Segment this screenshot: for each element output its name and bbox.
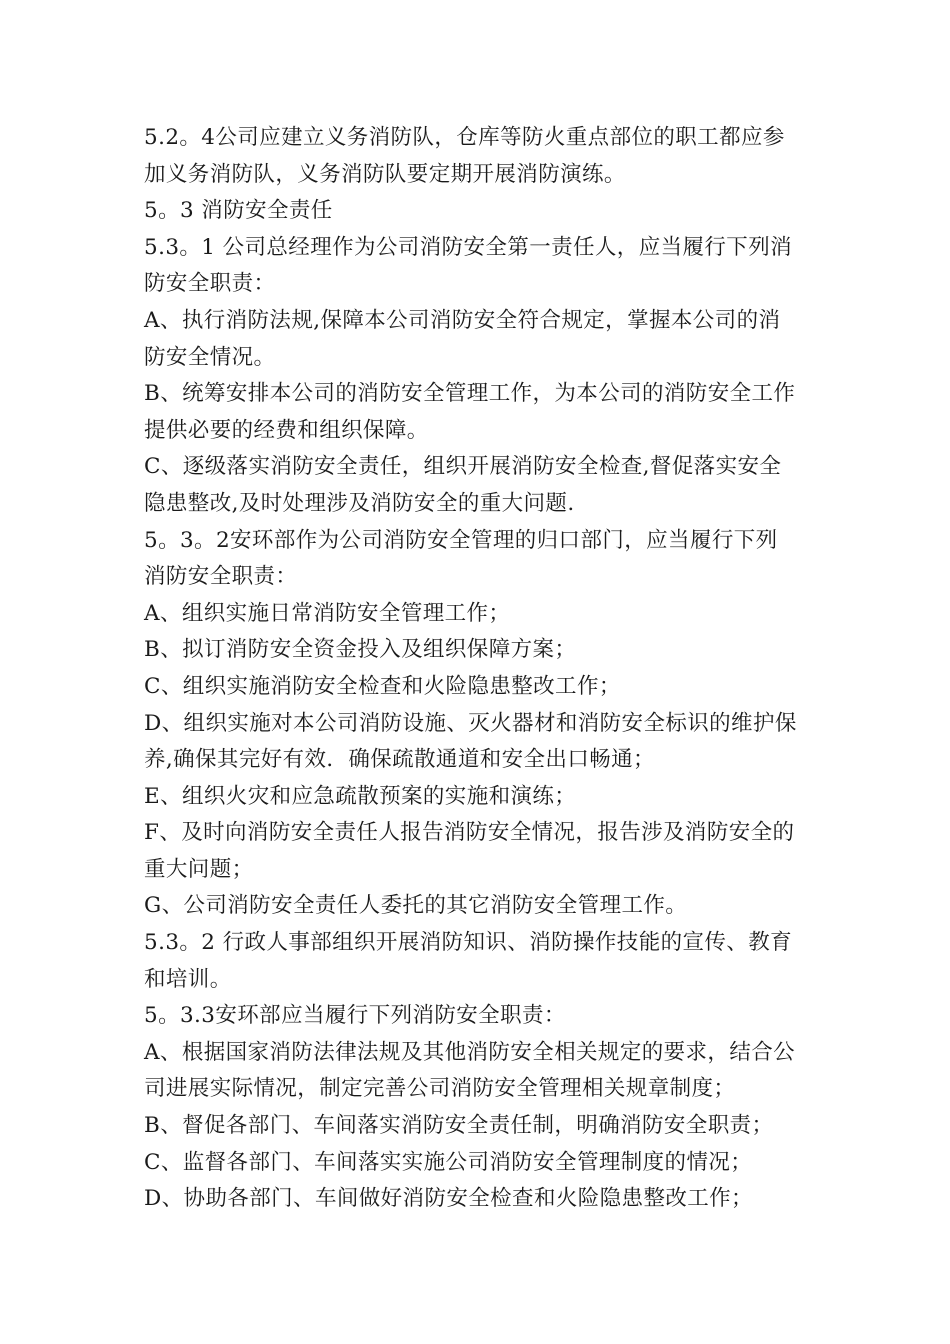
- text-line: 5.3。1 公司总经理作为公司消防安全第一责任人，应当履行下列消: [144, 234, 793, 260]
- text-line: A、组织实施日常消防安全管理工作；: [144, 600, 511, 626]
- text-line: D、组织实施对本公司消防设施、灭火器材和消防安全标识的维护保: [144, 710, 797, 736]
- text-line: D、协助各部门、车间做好消防安全检查和火险隐患整改工作；: [144, 1186, 753, 1212]
- section-heading: 5。3 消防安全责任: [144, 198, 333, 224]
- text-line: 和培训。: [144, 966, 232, 992]
- text-line: C、监督各部门、车间落实实施公司消防安全管理制度的情况；: [144, 1149, 753, 1175]
- text-line: A、根据国家消防法律法规及其他消防安全相关规定的要求，结合公: [144, 1039, 796, 1065]
- text-line: 提供必要的经费和组织保障。: [144, 417, 429, 443]
- text-line: 5.3。2 行政人事部组织开展消防知识、消防操作技能的宣传、教育: [144, 930, 793, 956]
- text-line: 消防安全职责：: [144, 564, 298, 590]
- text-line: 防安全职责：: [144, 271, 276, 297]
- text-line: F、及时向消防安全责任人报告消防安全情况，报告涉及消防安全的: [144, 820, 795, 846]
- text-line: 隐患整改,及时处理涉及消防安全的重大问题.: [144, 490, 575, 516]
- text-line: A、执行消防法规,保障本公司消防安全符合规定，掌握本公司的消: [144, 307, 781, 333]
- text-line: C、组织实施消防安全检查和火险隐患整改工作；: [144, 673, 621, 699]
- text-line: 养,确保其完好有效．确保疏散通道和安全出口畅通；: [144, 747, 655, 773]
- text-line: B、督促各部门、车间落实消防安全责任制，明确消防安全职责；: [144, 1113, 774, 1139]
- text-line: C、逐级落实消防安全责任，组织开展消防安全检查,督促落实安全: [144, 454, 782, 480]
- text-line: B、拟订消防安全资金投入及组织保障方案；: [144, 637, 577, 663]
- text-line: G、公司消防安全责任人委托的其它消防安全管理工作。: [144, 893, 688, 919]
- text-line: 5。3。2安环部作为公司消防安全管理的归口部门，应当履行下列: [144, 527, 778, 553]
- text-line: 5.2。4公司应建立义务消防队，仓库等防火重点部位的职工都应参: [144, 125, 785, 150]
- text-line: 司进展实际情况，制定完善公司消防安全管理相关规章制度；: [144, 1076, 736, 1102]
- text-line: B、统筹安排本公司的消防安全管理工作，为本公司的消防安全工作: [144, 381, 796, 407]
- text-line: 加义务消防队，义务消防队要定期开展消防演练。: [144, 161, 626, 187]
- text-line: E、组织火灾和应急疏散预案的实施和演练；: [144, 783, 577, 809]
- text-line: 防安全情况。: [144, 344, 276, 370]
- text-line: 重大问题；: [144, 856, 254, 882]
- document-body: [144, 120, 814, 1218]
- text-line: 5。3.3安环部应当履行下列消防安全职责：: [144, 1003, 566, 1029]
